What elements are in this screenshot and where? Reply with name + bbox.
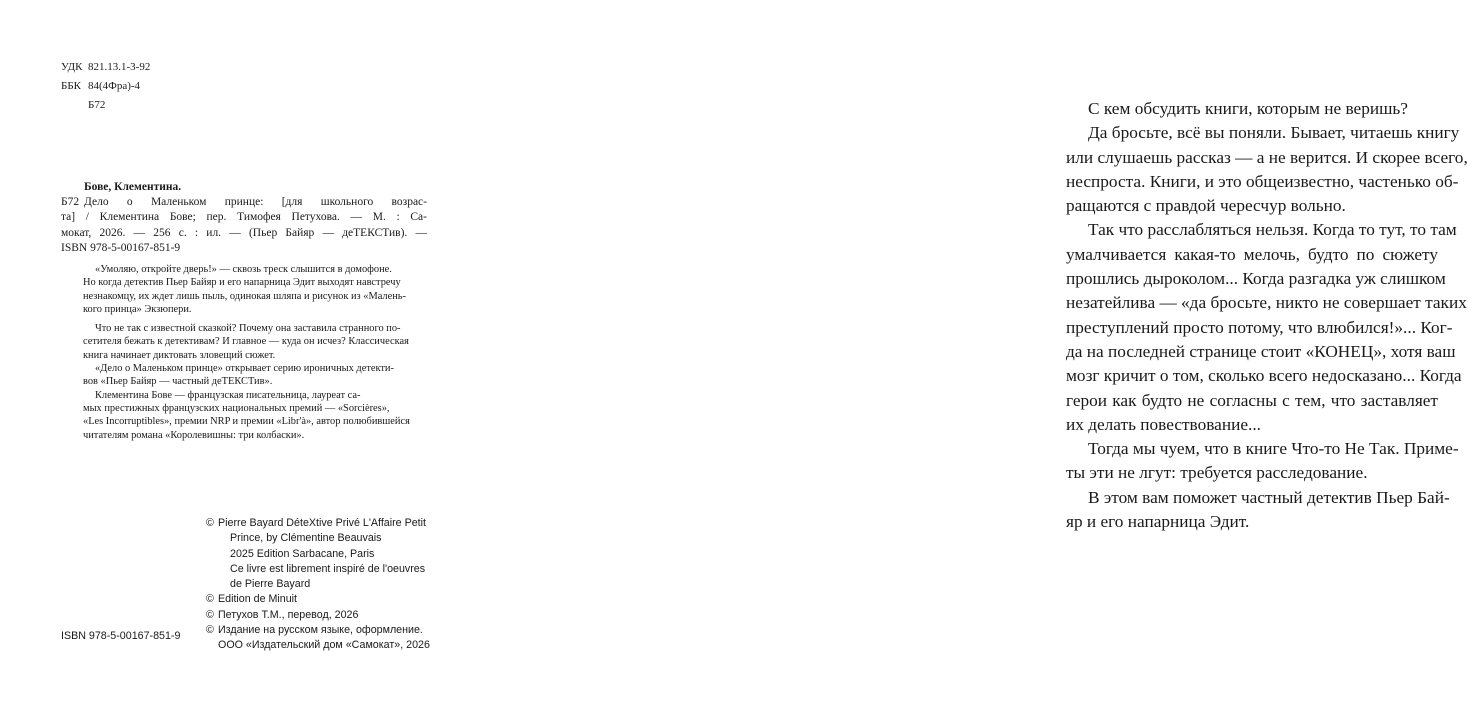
foreword-text <box>1066 97 1468 534</box>
copyright-line: Pierre Bayard DéteXtive Privé L'Affaire Petit <box>218 517 426 529</box>
author-code: Б72 <box>88 98 106 111</box>
catalog-line: ISBN 978-5-00167-851-9 <box>61 241 181 254</box>
copyright-line: Edition de Minuit <box>218 593 298 606</box>
catalog-line: мокат, 2026. — 256 с. : ил. — (Пьер Байяр — деТЕКСТив). — <box>61 226 427 239</box>
annotation-line: Клементина Бове — французская писательница, лауреат са- <box>95 389 361 401</box>
annotation-line: мых престижных французских национальных премий — «Sorcières», <box>83 402 390 414</box>
annotation-paragraph <box>83 362 427 389</box>
foreword-line: В этом вам поможет частный детектив Пьер Бай- <box>1088 487 1450 507</box>
foreword-line: С кем обсудить книги, которым не веришь? <box>1088 99 1408 118</box>
annotation-line: вов «Пьер Байяр — частный деТЕКСТив». <box>83 376 273 388</box>
foreword-line: неспроста. Книги, и это общеизвестно, частенько об- <box>1066 171 1459 191</box>
copyright-entry <box>206 623 466 654</box>
catalog-line: Дело о Маленьком принце: [для школьного возрас- <box>84 196 427 209</box>
classification-block <box>61 57 150 114</box>
copyright-line: ООО «Издательский дом «Самокат», 2026 <box>218 639 430 652</box>
udk-value: 821.13.1-3-92 <box>88 60 151 73</box>
foreword-line: или слушаешь рассказ — а не верится. И скорее всего, <box>1066 147 1468 167</box>
foreword-line: Тогда мы чуем, что в книге Что-то Не Так. Приме- <box>1088 439 1459 459</box>
foreword-line: мозг кричит о том, сколько всего недосказано... Когда <box>1066 366 1462 386</box>
annotation-paragraph <box>83 322 427 362</box>
copyright-line: Петухов Т.М., перевод, 2026 <box>218 608 359 621</box>
annotation-line: книга начинает диктовать зловещий сюжет. <box>83 349 276 361</box>
copyright-line: Prince, by Clémentine Beauvais <box>230 532 382 545</box>
catalog-mark: Б72 <box>61 196 80 209</box>
annotation-line: незнакомцу, их ждет лишь пыль, одинокая шляпа и рисунок из «Малень- <box>83 290 406 302</box>
isbn: ISBN 978-5-00167-851-9 <box>61 630 181 642</box>
annotation-line: «Умоляю, откройте дверь!» — сквозь треск слышится в домофоне. <box>95 264 392 275</box>
udk-row <box>61 57 150 76</box>
annotation-line: Но когда детектив Пьер Байяр и его напарница Эдит выходят навстречу <box>83 277 401 289</box>
catalog-body <box>61 195 427 256</box>
annotation-line: «Дело о Маленьком принце» открывает серию ироничных детекти- <box>95 363 394 375</box>
copyright-symbol: © <box>206 624 214 637</box>
copyright-line: Издание на русском языке, оформление. <box>218 624 423 637</box>
bbk-row <box>61 76 150 95</box>
right-page <box>500 0 1468 720</box>
foreword-line: умалчивается какая-то мелочь, будто по сюжету <box>1066 244 1438 264</box>
foreword-line: ращаются с правдой чересчур вольно. <box>1066 196 1346 216</box>
foreword-line: незатейлива — «да бросьте, никто не совершает таких <box>1066 293 1467 313</box>
copyright-symbol: © <box>206 517 214 529</box>
copyright-symbol: © <box>206 593 214 606</box>
copyright-entry <box>206 516 466 592</box>
foreword-line: Так что расслабляться нельзя. Когда то тут, то там <box>1088 220 1457 240</box>
annotation-line: кого принца» Экзюпери. <box>83 303 192 315</box>
bbk-label: ББК <box>61 79 81 92</box>
annotation-line: Что не так с известной сказкой? Почему она заставила странного по- <box>95 323 401 335</box>
foreword-line: их делать повествование... <box>1066 414 1261 434</box>
foreword-line: да на последней странице стоит «КОНЕЦ», хотя ваш <box>1066 341 1456 361</box>
copyright-line: 2025 Edition Sarbacane, Paris <box>230 547 375 560</box>
annotation-line: сетителя бежать к детективам? И главное — куда он исчез? Классическая <box>83 336 409 348</box>
foreword-line: яр и его напарница Эдит. <box>1066 512 1250 532</box>
catalog-author: Бове, Клементина. <box>84 181 182 193</box>
udk-label: УДК <box>61 60 83 73</box>
copyright-block <box>206 516 466 654</box>
copyright-entry <box>206 608 466 623</box>
annotation-line: читателям романа «Королевишны: три колбаски». <box>83 429 305 441</box>
foreword-line: преступлений просто потому, что влюбился!»... Ког- <box>1066 317 1453 337</box>
catalog-lines <box>61 195 427 210</box>
foreword-line: герои как будто не согласны с тем, что заставляет <box>1066 390 1438 410</box>
copyright-line: de Pierre Bayard <box>230 578 311 591</box>
copyright-symbol: © <box>206 608 214 621</box>
copyright-entry <box>206 592 466 607</box>
foreword-line: Да бросьте, всё вы поняли. Бывает, читаешь книгу <box>1088 123 1460 143</box>
annotation <box>83 263 427 442</box>
foreword-line: прошлись дыроколом... Когда разгадка уж слишком <box>1066 269 1446 289</box>
annotation-paragraph <box>83 263 427 316</box>
bbk-value: 84(4Фра)-4 <box>88 79 141 92</box>
catalog-record <box>61 180 427 256</box>
annotation-paragraph <box>83 389 427 442</box>
foreword-line: ты эти не лгут: требуется расследование. <box>1066 463 1368 483</box>
catalog-line: та] / Клементина Бове; пер. Тимофея Петухова. — М. : Са- <box>61 211 427 224</box>
copyright-line: Ce livre est librement inspiré de l'oeuvres <box>230 562 426 575</box>
left-page <box>0 0 500 720</box>
annotation-line: «Les Incorruptibles», премии NRP и премии «Libr'à», автор полюбившейся <box>83 416 410 428</box>
